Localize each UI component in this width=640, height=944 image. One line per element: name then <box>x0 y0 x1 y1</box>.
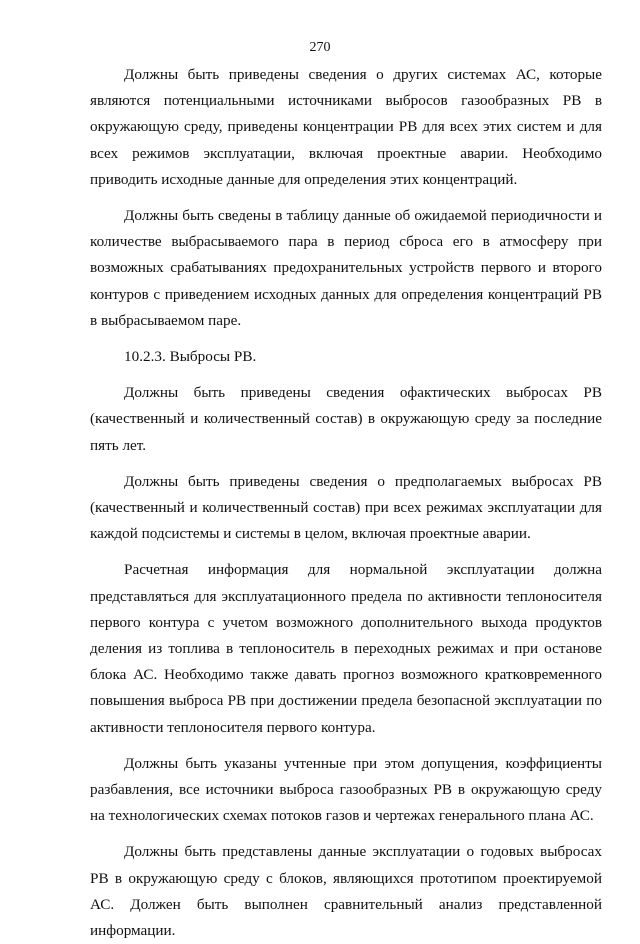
paragraph-assumptions: Должны быть указаны учтенные при этом допущения, коэффициенты разбавления, все источники выброса газообразных РВ в окружающую среду на технологических схемах потоков газов и чертежах генерального плана АС. <box>90 754 602 825</box>
paragraph-gap <box>90 459 602 469</box>
paragraph-expected-releases: Должны быть приведены сведения о предполагаемых выбросах РВ (качественный и количественный состав) при всех режимах эксплуатации для каждой подсистемы и системы в целом, включая проектные аварии. <box>90 472 602 543</box>
paragraph-other-systems: Должны быть приведены сведения о других системах АС, которые являются потенциальными источниками выбросов газообразных РВ в окружающую среду, приведены концентрации РВ для всех этих систем и для всех режимов эксплуатации, включая проектные аварии. Необходимо приводить исходные данные для определения этих концентраций. <box>90 66 602 188</box>
paragraph-gap <box>90 370 602 380</box>
paragraph-gap <box>90 547 602 557</box>
paragraph-gap <box>90 741 602 751</box>
paragraph-calculation-info: Расчетная информация для нормальной эксплуатации должна представляться для эксплуатационного предела по активности теплоносителя первого контура с учетом возможного дополнительного выхода продуктов деления из топлива в теплоноситель в переходных режимах и при останове блока АС. Необходимо также давать прогноз возможного кратковременного повышения выброса РВ при достижении предела безопасной эксплуатации по активности теплоносителя первого контура. <box>90 561 602 736</box>
paragraph-gap <box>90 193 602 203</box>
paragraph-steam-release-table: Должны быть сведены в таблицу данные об ожидаемой периодичности и количестве выбрасываемого пара в период сброса его в атмосферу при возможных срабатываниях предохранительных устройств первого и второго контуров с приведением исходных данных для определения концентраций РВ в выбрасываемом паре. <box>90 207 602 329</box>
section-heading: 10.2.3. Выбросы РВ. <box>124 348 257 366</box>
document-body <box>90 62 602 944</box>
paragraph-gap <box>90 334 602 344</box>
paragraph-actual-releases: Должны быть приведены сведения офактических выбросах РВ (качественный и количественный состав) в окружающую среду за последние пять лет. <box>90 384 602 454</box>
paragraph-gap <box>90 829 602 839</box>
paragraph-operational-data: Должны быть представлены данные эксплуатации о годовых выбросах РВ в окружающую среду с блоков, являющихся прототипом проектируемой АС. Должен быть выполнен сравнительный анализ представленной информации. <box>90 843 602 940</box>
page-number: 270 <box>309 40 331 55</box>
